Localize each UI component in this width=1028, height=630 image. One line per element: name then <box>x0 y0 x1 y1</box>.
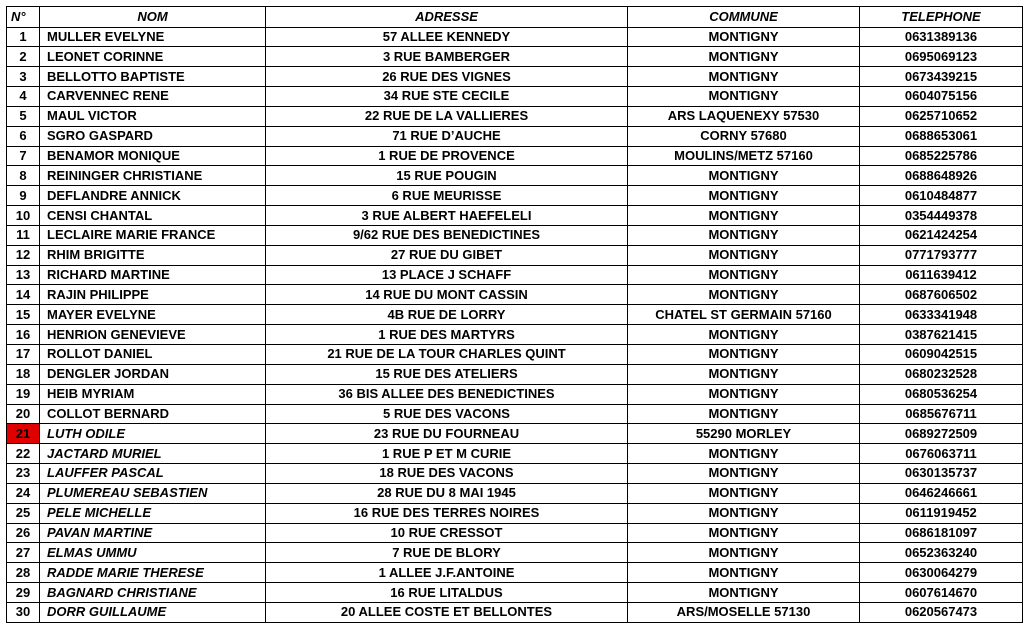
row-number: 17 <box>7 345 40 365</box>
row-address: 9/62 RUE DES BENEDICTINES <box>266 225 628 245</box>
row-commune: 55290 MORLEY <box>628 424 860 444</box>
row-commune: MONTIGNY <box>628 166 860 186</box>
row-commune: MONTIGNY <box>628 225 860 245</box>
row-name: DEFLANDRE ANNICK <box>40 186 266 206</box>
table-row <box>7 345 1023 365</box>
header-num: N° <box>7 7 40 28</box>
row-name: REININGER CHRISTIANE <box>40 166 266 186</box>
row-commune: MONTIGNY <box>628 543 860 563</box>
table-row <box>7 47 1023 67</box>
row-phone: 0609042515 <box>860 345 1023 365</box>
row-number: 25 <box>7 503 40 523</box>
row-number: 30 <box>7 602 40 622</box>
row-commune: MONTIGNY <box>628 563 860 583</box>
row-name: MAUL VICTOR <box>40 106 266 126</box>
table-row <box>7 245 1023 265</box>
row-name: PELE MICHELLE <box>40 503 266 523</box>
row-phone: 0685225786 <box>860 146 1023 166</box>
row-number-highlighted: 21 <box>7 424 40 444</box>
table-row <box>7 384 1023 404</box>
row-address: 7 RUE DE BLORY <box>266 543 628 563</box>
row-number: 18 <box>7 364 40 384</box>
row-commune: MONTIGNY <box>628 245 860 265</box>
row-commune: MONTIGNY <box>628 384 860 404</box>
row-name: LAUFFER PASCAL <box>40 464 266 484</box>
row-commune: CHATEL ST GERMAIN 57160 <box>628 305 860 325</box>
row-number: 19 <box>7 384 40 404</box>
table-row <box>7 285 1023 305</box>
row-address: 28 RUE DU 8 MAI 1945 <box>266 483 628 503</box>
row-name: DORR GUILLAUME <box>40 602 266 622</box>
table-row <box>7 67 1023 87</box>
row-phone: 0631389136 <box>860 27 1023 47</box>
row-number: 5 <box>7 106 40 126</box>
row-commune: MONTIGNY <box>628 206 860 226</box>
row-commune: MONTIGNY <box>628 483 860 503</box>
row-commune: MONTIGNY <box>628 364 860 384</box>
row-number: 28 <box>7 563 40 583</box>
row-name: ELMAS UMMU <box>40 543 266 563</box>
table-row <box>7 583 1023 603</box>
row-number: 10 <box>7 206 40 226</box>
row-number: 23 <box>7 464 40 484</box>
row-phone: 0646246661 <box>860 483 1023 503</box>
table-row <box>7 186 1023 206</box>
table-row <box>7 503 1023 523</box>
row-address: 22 RUE DE LA VALLIERES <box>266 106 628 126</box>
row-commune: MONTIGNY <box>628 186 860 206</box>
row-address: 3 RUE BAMBERGER <box>266 47 628 67</box>
row-commune: MONTIGNY <box>628 87 860 107</box>
row-name: JACTARD MURIEL <box>40 444 266 464</box>
row-commune: MONTIGNY <box>628 285 860 305</box>
row-phone: 0611919452 <box>860 503 1023 523</box>
row-name: LECLAIRE MARIE FRANCE <box>40 225 266 245</box>
row-phone: 0633341948 <box>860 305 1023 325</box>
row-address: 1 RUE DE PROVENCE <box>266 146 628 166</box>
row-name: RICHARD MARTINE <box>40 265 266 285</box>
row-phone: 0686181097 <box>860 523 1023 543</box>
row-name: BAGNARD CHRISTIANE <box>40 583 266 603</box>
row-name: BELLOTTO BAPTISTE <box>40 67 266 87</box>
table-row <box>7 265 1023 285</box>
row-name: CENSI CHANTAL <box>40 206 266 226</box>
row-number: 2 <box>7 47 40 67</box>
row-number: 6 <box>7 126 40 146</box>
table-row <box>7 106 1023 126</box>
row-name: SGRO GASPARD <box>40 126 266 146</box>
row-address: 15 RUE DES ATELIERS <box>266 364 628 384</box>
row-commune: ARS LAQUENEXY 57530 <box>628 106 860 126</box>
row-name: RADDE MARIE THERESE <box>40 563 266 583</box>
row-phone: 0685676711 <box>860 404 1023 424</box>
row-phone: 0604075156 <box>860 87 1023 107</box>
row-address: 1 ALLEE J.F.ANTOINE <box>266 563 628 583</box>
table-row <box>7 523 1023 543</box>
row-address: 34 RUE STE CECILE <box>266 87 628 107</box>
header-address: ADRESSE <box>266 7 628 28</box>
row-name: DENGLER JORDAN <box>40 364 266 384</box>
row-number: 11 <box>7 225 40 245</box>
row-phone: 0673439215 <box>860 67 1023 87</box>
table-row <box>7 364 1023 384</box>
row-name: HENRION GENEVIEVE <box>40 325 266 345</box>
table-row <box>7 27 1023 47</box>
row-address: 27 RUE DU GIBET <box>266 245 628 265</box>
row-address: 16 RUE DES TERRES NOIRES <box>266 503 628 523</box>
row-phone: 0689272509 <box>860 424 1023 444</box>
row-address: 18 RUE DES VACONS <box>266 464 628 484</box>
row-phone: 0610484877 <box>860 186 1023 206</box>
row-commune: MONTIGNY <box>628 583 860 603</box>
header-row <box>7 7 1023 28</box>
row-commune: MONTIGNY <box>628 444 860 464</box>
row-number: 13 <box>7 265 40 285</box>
row-address: 36 BIS ALLEE DES BENEDICTINES <box>266 384 628 404</box>
row-address: 71 RUE D’AUCHE <box>266 126 628 146</box>
row-phone: 0680232528 <box>860 364 1023 384</box>
row-address: 57 ALLEE KENNEDY <box>266 27 628 47</box>
table-row <box>7 166 1023 186</box>
row-phone: 0652363240 <box>860 543 1023 563</box>
row-commune: MONTIGNY <box>628 47 860 67</box>
table-body <box>7 27 1023 622</box>
table-row <box>7 146 1023 166</box>
row-number: 12 <box>7 245 40 265</box>
row-phone: 0621424254 <box>860 225 1023 245</box>
table-row <box>7 424 1023 444</box>
row-commune: MONTIGNY <box>628 325 860 345</box>
row-commune: MONTIGNY <box>628 464 860 484</box>
table-row <box>7 126 1023 146</box>
row-address: 14 RUE DU MONT CASSIN <box>266 285 628 305</box>
row-number: 9 <box>7 186 40 206</box>
header-commune: COMMUNE <box>628 7 860 28</box>
row-phone: 0676063711 <box>860 444 1023 464</box>
table-row <box>7 483 1023 503</box>
row-commune: CORNY 57680 <box>628 126 860 146</box>
row-name: RHIM BRIGITTE <box>40 245 266 265</box>
row-phone: 0630135737 <box>860 464 1023 484</box>
row-number: 4 <box>7 87 40 107</box>
row-phone: 0688653061 <box>860 126 1023 146</box>
row-number: 15 <box>7 305 40 325</box>
row-phone: 0771793777 <box>860 245 1023 265</box>
row-phone: 0680536254 <box>860 384 1023 404</box>
row-commune: MONTIGNY <box>628 345 860 365</box>
row-phone: 0625710652 <box>860 106 1023 126</box>
row-number: 29 <box>7 583 40 603</box>
row-number: 27 <box>7 543 40 563</box>
row-number: 26 <box>7 523 40 543</box>
row-number: 1 <box>7 27 40 47</box>
table-row <box>7 87 1023 107</box>
row-name: MAYER EVELYNE <box>40 305 266 325</box>
table-row <box>7 543 1023 563</box>
table-row <box>7 602 1023 622</box>
table-row <box>7 404 1023 424</box>
row-commune: MONTIGNY <box>628 523 860 543</box>
table-row <box>7 206 1023 226</box>
row-name: LUTH ODILE <box>40 424 266 444</box>
row-number: 8 <box>7 166 40 186</box>
row-number: 14 <box>7 285 40 305</box>
table-row <box>7 444 1023 464</box>
row-name: LEONET CORINNE <box>40 47 266 67</box>
row-address: 15 RUE POUGIN <box>266 166 628 186</box>
row-address: 4B RUE DE LORRY <box>266 305 628 325</box>
row-address: 1 RUE P ET M CURIE <box>266 444 628 464</box>
row-phone: 0620567473 <box>860 602 1023 622</box>
row-commune: MONTIGNY <box>628 27 860 47</box>
row-number: 20 <box>7 404 40 424</box>
row-address: 20 ALLEE COSTE ET BELLONTES <box>266 602 628 622</box>
row-number: 24 <box>7 483 40 503</box>
row-phone: 0607614670 <box>860 583 1023 603</box>
row-name: ROLLOT DANIEL <box>40 345 266 365</box>
row-number: 16 <box>7 325 40 345</box>
row-number: 3 <box>7 67 40 87</box>
row-number: 22 <box>7 444 40 464</box>
row-name: PAVAN MARTINE <box>40 523 266 543</box>
table-row <box>7 305 1023 325</box>
table-row <box>7 464 1023 484</box>
row-name: RAJIN PHILIPPE <box>40 285 266 305</box>
row-address: 10 RUE CRESSOT <box>266 523 628 543</box>
row-address: 3 RUE ALBERT HAEFELELI <box>266 206 628 226</box>
row-commune: ARS/MOSELLE 57130 <box>628 602 860 622</box>
row-commune: MONTIGNY <box>628 503 860 523</box>
row-phone: 0687606502 <box>860 285 1023 305</box>
row-phone: 0387621415 <box>860 325 1023 345</box>
header-phone: TELEPHONE <box>860 7 1023 28</box>
table-row <box>7 225 1023 245</box>
row-phone: 0695069123 <box>860 47 1023 67</box>
table-row <box>7 325 1023 345</box>
row-phone: 0688648926 <box>860 166 1023 186</box>
row-name: BENAMOR MONIQUE <box>40 146 266 166</box>
row-address: 21 RUE DE LA TOUR CHARLES QUINT <box>266 345 628 365</box>
row-address: 13 PLACE J SCHAFF <box>266 265 628 285</box>
row-name: COLLOT BERNARD <box>40 404 266 424</box>
row-address: 23 RUE DU FOURNEAU <box>266 424 628 444</box>
row-commune: MONTIGNY <box>628 265 860 285</box>
row-number: 7 <box>7 146 40 166</box>
row-commune: MONTIGNY <box>628 404 860 424</box>
contact-table <box>6 6 1023 623</box>
row-name: HEIB MYRIAM <box>40 384 266 404</box>
row-address: 16 RUE LITALDUS <box>266 583 628 603</box>
row-phone: 0630064279 <box>860 563 1023 583</box>
row-address: 1 RUE DES MARTYRS <box>266 325 628 345</box>
header-name: NOM <box>40 7 266 28</box>
row-phone: 0611639412 <box>860 265 1023 285</box>
row-phone: 0354449378 <box>860 206 1023 226</box>
row-name: PLUMEREAU SEBASTIEN <box>40 483 266 503</box>
table-row <box>7 563 1023 583</box>
row-address: 6 RUE MEURISSE <box>266 186 628 206</box>
row-commune: MOULINS/METZ 57160 <box>628 146 860 166</box>
row-address: 26 RUE DES VIGNES <box>266 67 628 87</box>
row-address: 5 RUE DES VACONS <box>266 404 628 424</box>
row-name: MULLER EVELYNE <box>40 27 266 47</box>
row-commune: MONTIGNY <box>628 67 860 87</box>
row-name: CARVENNEC RENE <box>40 87 266 107</box>
